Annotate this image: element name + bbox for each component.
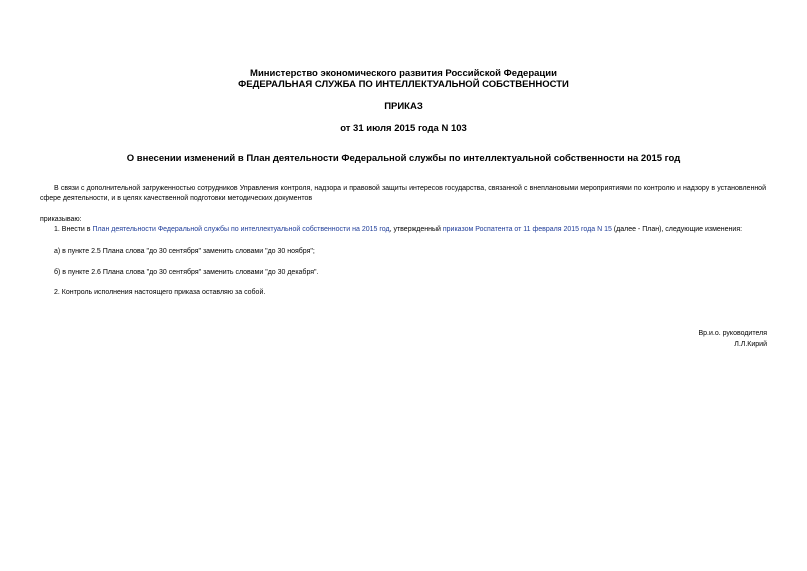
document-title: О внесении изменений в План деятельности Федеральной службы по интеллектуальной собственности на 2015 год [126, 153, 681, 164]
document-date-number: от 31 июля 2015 года N 103 [340, 123, 467, 134]
plan-link[interactable]: План деятельности Федеральной службы по интеллектуальной собственности на 2015 год [92, 226, 390, 233]
item-2-paragraph: 2. Контроль исполнения настоящего приказа оставляю за собой. [54, 289, 266, 296]
signature-name: Л.Л.Кирий [734, 341, 767, 348]
ministry-name: Министерство экономического развития Российской Федерации [250, 68, 557, 79]
preamble-paragraph: В связи с дополнительной загруженностью сотрудников Управления контроля, надзора и правовой защиты интересов государства, связанной с внеплановыми мероприятиями по контролю и надзору в установленной сфере деятельности, и в целях качественной подготовки методических документов [40, 185, 766, 202]
item-a-paragraph: а) в пункте 2.5 Плана слова "до 30 сентября" заменить словами "до 30 ноября"; [54, 248, 315, 255]
item-1-prefix: 1. Внести в [54, 226, 93, 233]
rospatent-order-link[interactable]: приказом Роспатента от 11 февраля 2015 года N 15 [442, 226, 612, 233]
item-1-suffix: (далее - План), следующие изменения: [611, 226, 743, 233]
signature-position: Вр.и.о. руководителя [698, 330, 767, 337]
service-name: ФЕДЕРАЛЬНАЯ СЛУЖБА ПО ИНТЕЛЛЕКТУАЛЬНОЙ СОБСТВЕННОСТИ [238, 79, 569, 90]
document-type: ПРИКАЗ [384, 101, 423, 112]
item-1-mid: , утвержденный [389, 226, 443, 233]
item-1-paragraph [54, 225, 742, 235]
order-word: приказываю: [40, 216, 82, 223]
item-b-paragraph: б) в пункте 2.6 Плана слова "до 30 сентября" заменить словами "до 30 декабря". [54, 269, 319, 276]
